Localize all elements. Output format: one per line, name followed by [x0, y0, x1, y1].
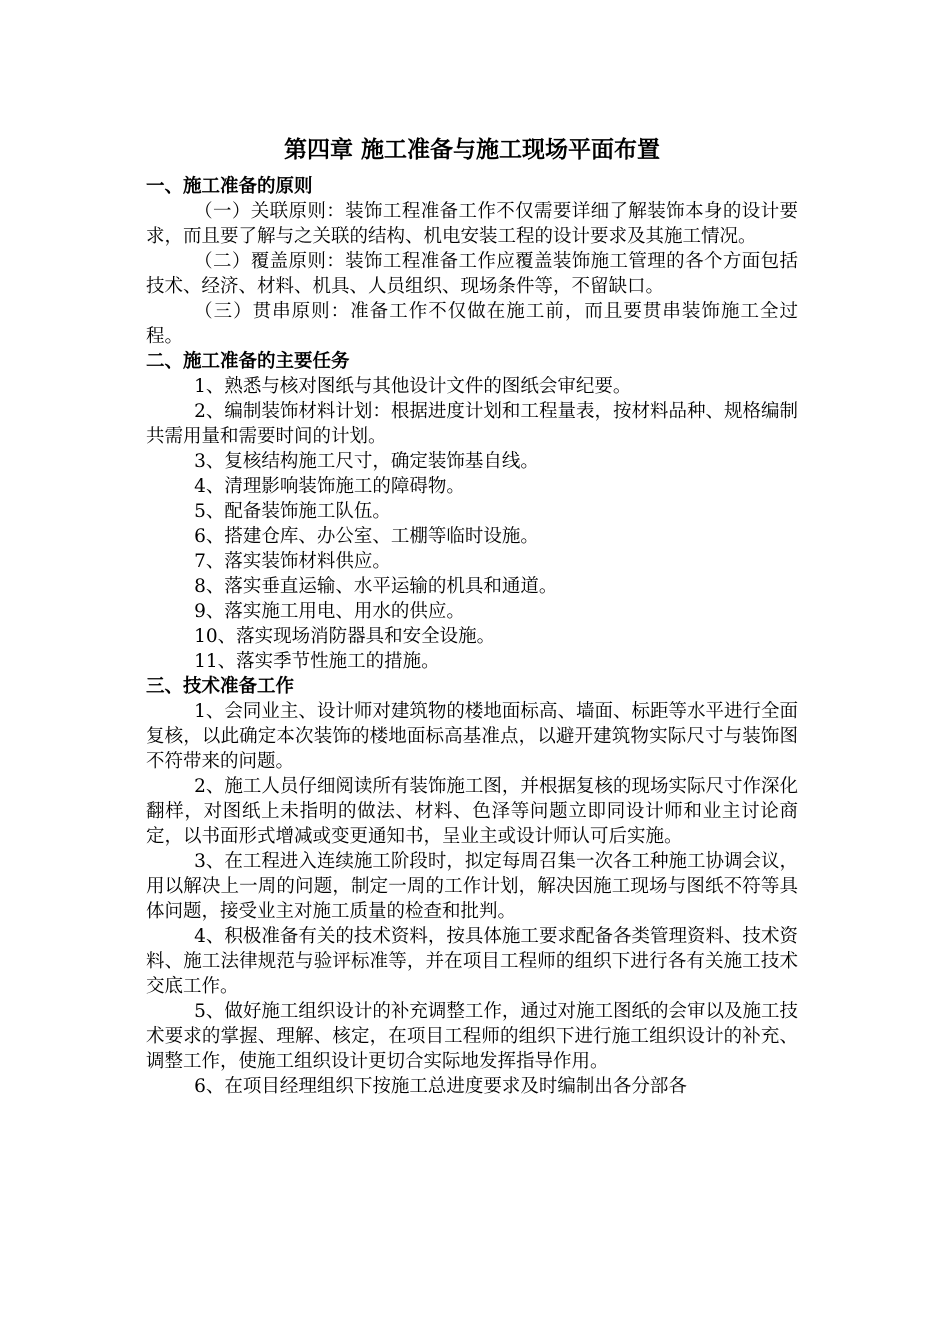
list-item: 2、施工人员仔细阅读所有装饰施工图，并根据复核的现场实际尺寸作深化翻样，对图纸上未指明的做法、材料、色泽等问题立即同设计师和业主讨论商定，以书面形式增减或变更通知书，呈业主或设计师认可后实施。 [146, 776, 798, 847]
section-heading: 三、技术准备工作 [146, 676, 295, 697]
list-item: 1、熟悉与核对图纸与其他设计文件的图纸会审纪要。 [194, 376, 632, 397]
list-item: 5、做好施工组织设计的补充调整工作，通过对施工图纸的会审以及施工技术要求的掌握、理解、核定，在项目工程师的组织下进行施工组织设计的补充、调整工作，使施工组织设计更切合实际地发挥指导作用。 [146, 1001, 798, 1072]
list-item: 3、复核结构施工尺寸，确定装饰基自线。 [194, 451, 539, 472]
section-heading: 一、施工准备的原则 [146, 176, 313, 197]
list-item: 4、积极准备有关的技术资料，按具体施工要求配备各类管理资料、技术资料、施工法律规范与验评标准等，并在项目工程师的组织下进行各有关施工技术交底工作。 [146, 926, 798, 997]
section-technical-prep [146, 674, 798, 1099]
paragraph: （三）贯串原则：准备工作不仅做在施工前，而且要贯串装饰施工全过程。 [146, 301, 798, 347]
list-item: 6、搭建仓库、办公室、工棚等临时设施。 [194, 526, 539, 547]
paragraph: （一）关联原则：装饰工程准备工作不仅需要详细了解装饰本身的设计要求，而且要了解与之关联的结构、机电安装工程的设计要求及其施工情况。 [146, 201, 798, 247]
list-item: 9、落实施工用电、用水的供应。 [194, 601, 465, 622]
list-item: 5、配备装饰施工队伍。 [194, 501, 391, 522]
paragraph: （二）覆盖原则：装饰工程准备工作应覆盖装饰施工管理的各个方面包括技术、经济、材料、机具、人员组织、现场条件等，不留缺口。 [146, 251, 798, 297]
list-item: 7、落实装饰材料供应。 [194, 551, 391, 572]
list-item: 6、在项目经理组织下按施工总进度要求及时编制出各分部各 [194, 1076, 687, 1097]
list-item: 4、清理影响装饰施工的障碍物。 [194, 476, 465, 497]
page-title: 第四章 施工准备与施工现场平面布置 [283, 137, 660, 163]
section-heading: 二、施工准备的主要任务 [146, 351, 350, 372]
section-principles [146, 174, 798, 349]
list-item: 11、落实季节性施工的措施。 [194, 651, 440, 672]
section-main-tasks [146, 349, 798, 674]
list-item: 10、落实现场消防器具和安全设施。 [194, 626, 496, 647]
document-body [146, 132, 798, 1099]
list-item: 2、编制装饰材料计划：根据进度计划和工程量表，按材料品种、规格编制共需用量和需要时间的计划。 [146, 401, 798, 447]
list-item: 8、落实垂直运输、水平运输的机具和通道。 [194, 576, 558, 597]
list-item: 1、会同业主、设计师对建筑物的楼地面标高、墙面、标距等水平进行全面复核，以此确定本次装饰的楼地面标高基准点，以避开建筑物实际尺寸与装饰图不符带来的问题。 [146, 701, 798, 772]
list-item: 3、在工程进入连续施工阶段时，拟定每周召集一次各工种施工协调会议，用以解决上一周的问题，制定一周的工作计划，解决因施工现场与图纸不符等具体问题，接受业主对施工质量的检查和批判。 [146, 851, 798, 922]
